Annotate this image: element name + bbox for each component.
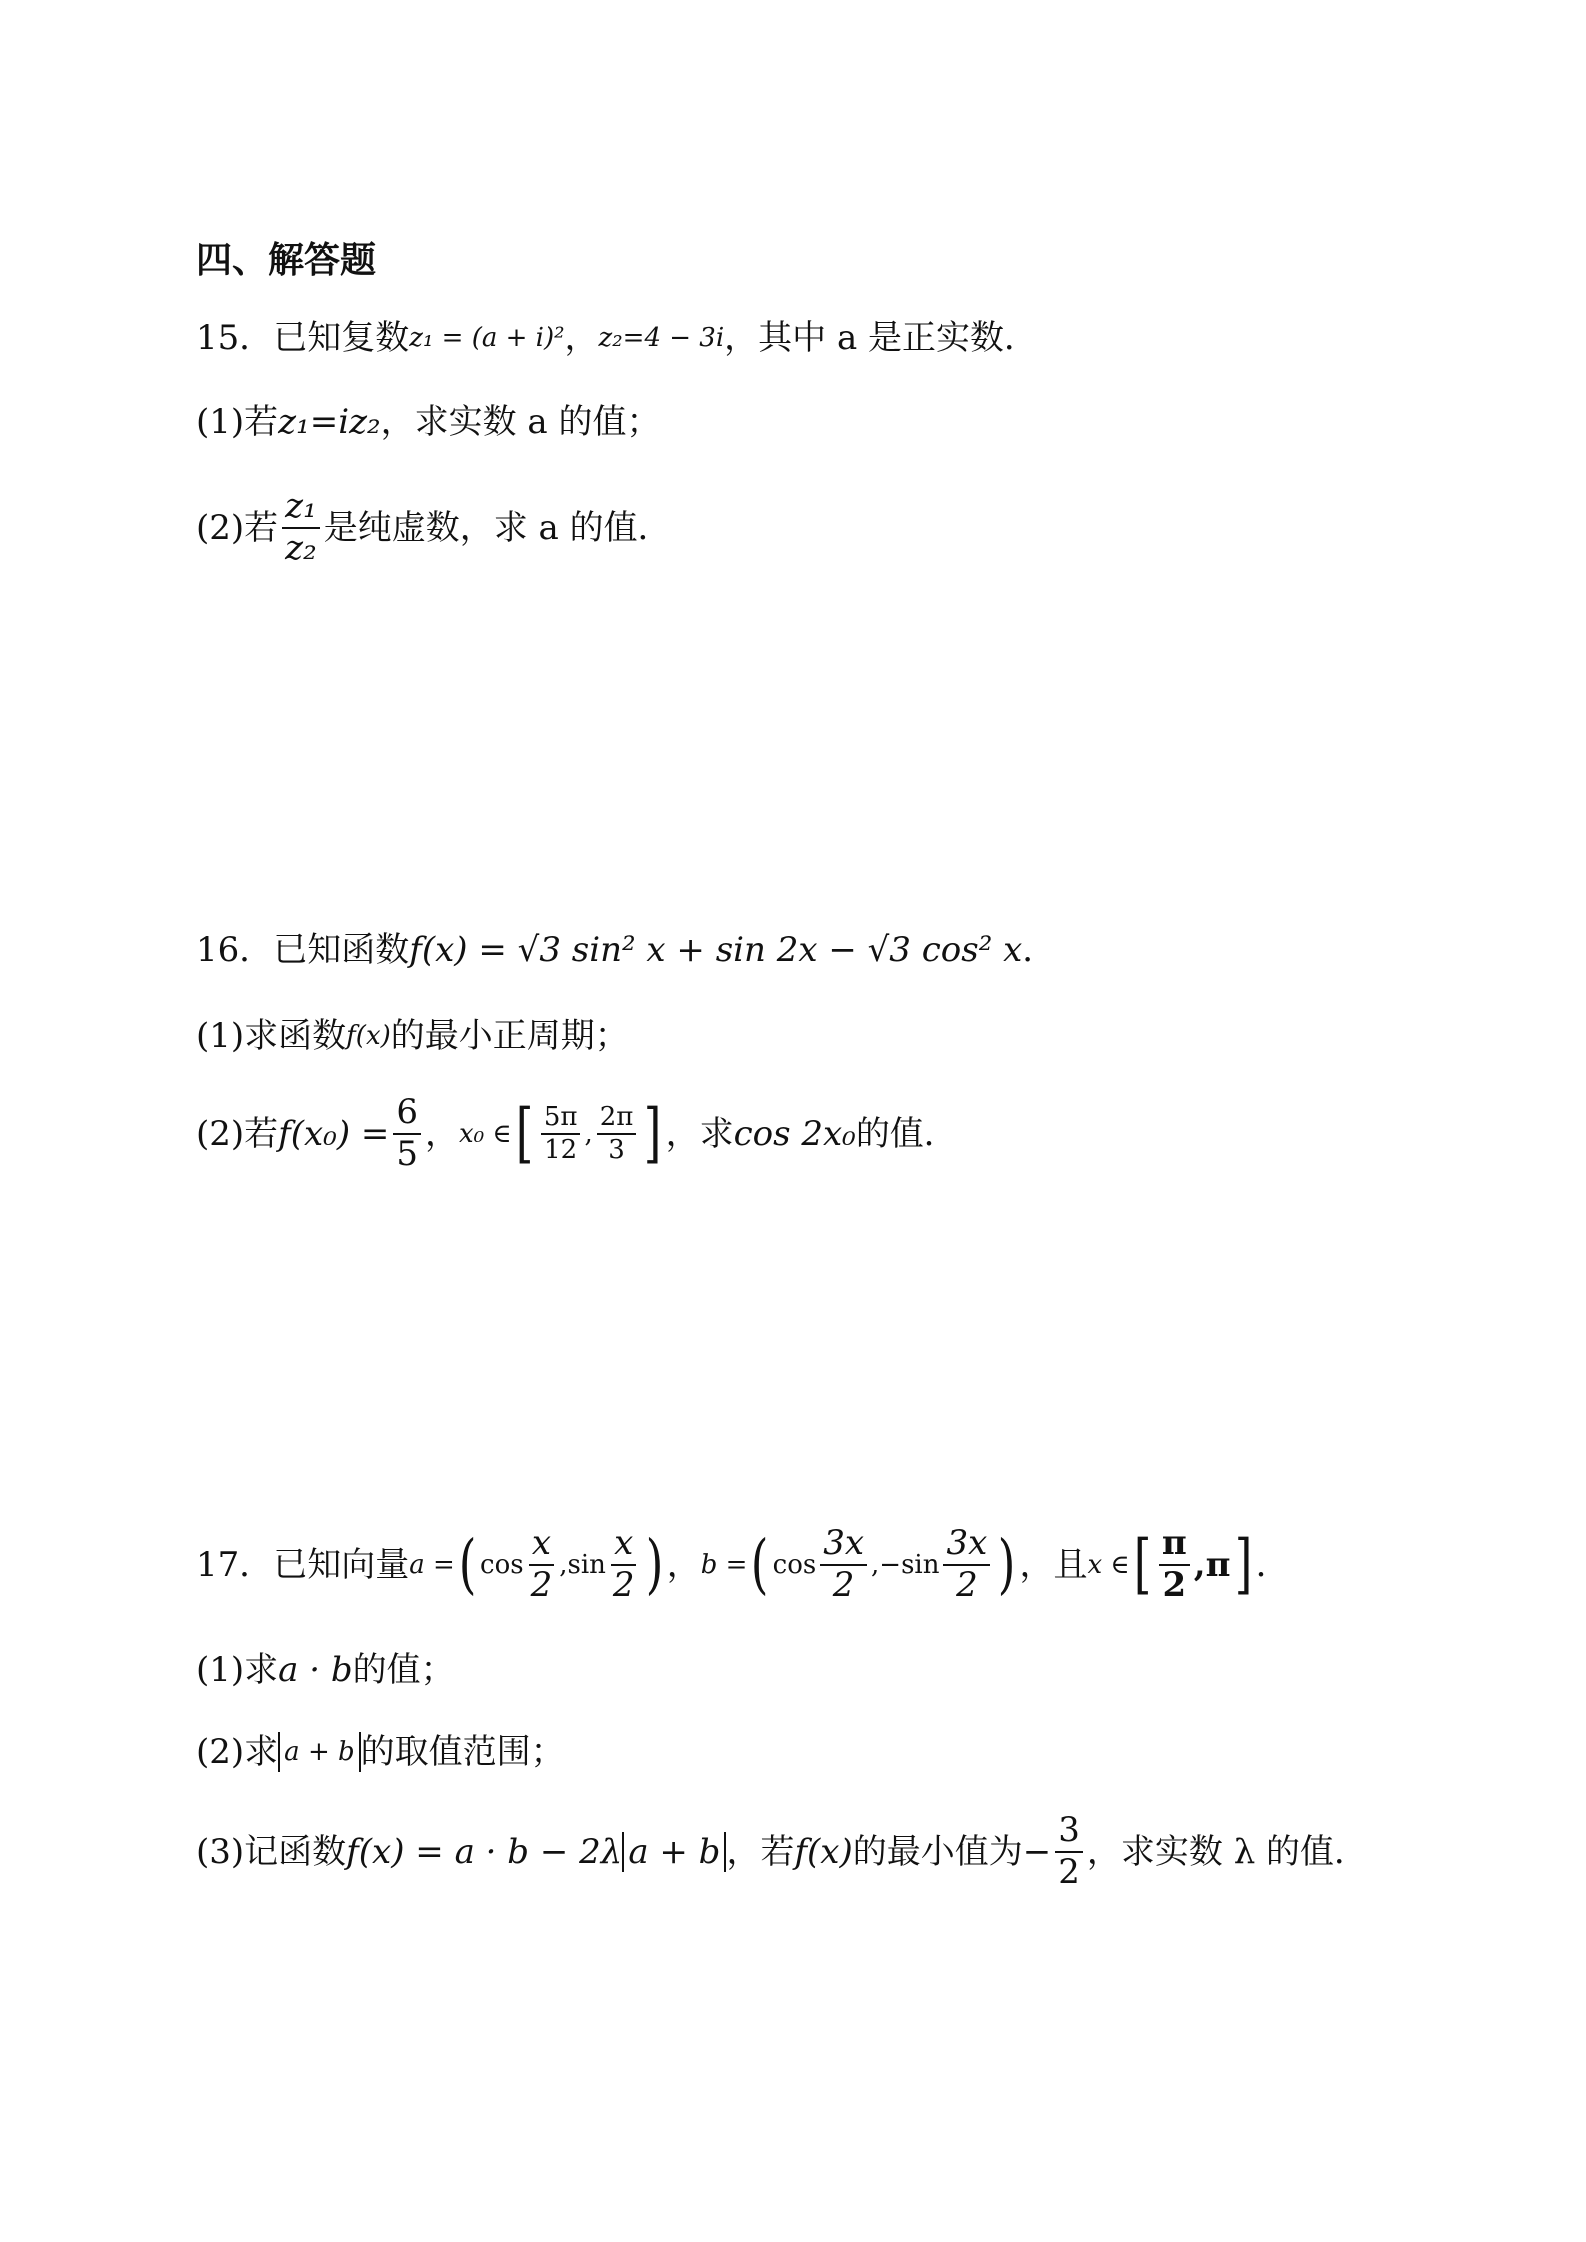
left-paren-icon: ( (458, 1527, 477, 1603)
q16-p2-label: (2)若 (196, 1114, 279, 1154)
q17-p3-mid: ，若 (726, 1832, 795, 1872)
q17-p3-mid2: 的最小值为 (852, 1832, 1023, 1872)
q16-p2-denominator: 5 (396, 1134, 419, 1174)
q17-p3-den: 2 (1058, 1852, 1080, 1892)
q17-p3-num: 3 (1055, 1813, 1083, 1853)
q15-number: 15． (196, 318, 274, 358)
q17-a-frac2 (610, 1523, 638, 1605)
q15-p1-tail: ，求实数 a 的值； (380, 402, 661, 442)
q17-a-frac1-num: x (529, 1526, 554, 1566)
right-bracket-icon: ] (1234, 1527, 1252, 1603)
q16-p2-b-numerator: 2π (597, 1104, 637, 1135)
q16-stem (196, 930, 1056, 970)
q15-p2-tail: 是纯虚数，求 a 的值． (323, 508, 672, 548)
q17-sep: ， (666, 1545, 701, 1585)
q17-number: 17． (196, 1545, 274, 1585)
q16-p2-value-fraction (393, 1092, 421, 1174)
q16-p2-tail-expr: cos 2x₀ (733, 1114, 856, 1154)
q17-p3-expr-b: a + b (622, 1832, 726, 1872)
q16-p2-lhs: f(x₀) = (278, 1114, 390, 1154)
q17-p2-tail: 的取值范围； (360, 1732, 565, 1772)
q17-p1-label: (1)求 (196, 1650, 279, 1690)
q17-p3-tail: ，求实数 λ 的值． (1086, 1832, 1369, 1872)
q17-b-sin: ,−sin (871, 1550, 940, 1580)
left-bracket-icon: [ (515, 1096, 534, 1172)
q17-cond-frac (1159, 1523, 1190, 1605)
q17-p2-label: (2)求 (196, 1732, 279, 1772)
q17-b-cos: cos (772, 1550, 817, 1580)
q15-part2 (196, 478, 672, 578)
section-title: 四、解答题 (196, 240, 377, 281)
q16-p2-a-numerator: 5π (541, 1104, 581, 1135)
q16-intro: 已知函数 (273, 930, 410, 970)
q17-p2-expr: a + b (278, 1732, 360, 1772)
q17-p1-tail: 的值； (352, 1650, 455, 1690)
q16-end: ． (1022, 930, 1057, 970)
q16-p2-sep: ， (425, 1114, 460, 1154)
q17-b-lhs: b = (700, 1550, 748, 1580)
q15-p2-denominator: z₂ (285, 528, 317, 568)
left-paren-icon: ( (751, 1527, 769, 1603)
q16-number: 16． (196, 930, 274, 970)
q17-p3-expr-a: f(x) = a · b − 2λ (346, 1832, 623, 1872)
left-bracket-icon: [ (1133, 1527, 1152, 1603)
q16-function-expr: f(x) = √3 sin² x + sin 2x − √3 cos² x (409, 930, 1023, 970)
q16-p2-numerator: 6 (393, 1095, 421, 1135)
q17-cond-set: x ∈ (1087, 1550, 1130, 1580)
q17-b-frac2 (943, 1523, 990, 1605)
comma-icon: , (584, 1119, 593, 1149)
q17-a-frac1-den: 2 (530, 1565, 553, 1605)
q17-p1-expr: a · b (278, 1650, 353, 1690)
q15-sep: ， (564, 318, 599, 358)
q15-p2-label: (2)若 (196, 508, 279, 548)
q17-p3-label: (3)记函数 (196, 1832, 347, 1872)
q16-part1 (196, 1016, 629, 1056)
q16-p2-a-denominator: 12 (544, 1135, 578, 1165)
q15-stem (196, 318, 1038, 358)
q16-p1-label: (1)求函数 (196, 1016, 347, 1056)
q15-p2-fraction (282, 486, 320, 568)
q16-part2 (196, 1084, 958, 1184)
right-paren-icon: ) (998, 1527, 1016, 1603)
q17-end: ． (1255, 1545, 1290, 1585)
q17-a-frac1 (528, 1523, 556, 1605)
q16-p1-expr: f(x) (346, 1021, 391, 1051)
q17-a-frac2-den: 2 (612, 1565, 635, 1605)
q16-p2-interval-start (541, 1101, 581, 1165)
q15-z1-expr: z₁ = (a + i)² (409, 323, 565, 353)
q16-p2-interval-end (597, 1101, 637, 1165)
q16-p2-tail-a: ，求 (665, 1114, 734, 1154)
q16-p2-tail-b: 的值． (855, 1114, 958, 1154)
right-paren-icon: ) (645, 1527, 663, 1603)
q15-part1 (196, 402, 661, 442)
q17-p3-minus: − (1022, 1832, 1052, 1872)
q15-p1-label: (1)若 (196, 402, 279, 442)
q17-cond-num: π (1159, 1526, 1190, 1566)
q17-b-frac2-num: 3x (943, 1526, 990, 1566)
q16-p2-set: x₀ ∈ (459, 1119, 512, 1149)
q17-a-frac2-num: x (611, 1526, 636, 1566)
q17-b-frac1 (820, 1523, 867, 1605)
q15-z2-expr: z₂=4 − 3i (598, 323, 725, 353)
q17-b-frac2-den: 2 (956, 1565, 978, 1605)
q17-part3 (196, 1802, 1368, 1902)
q17-intro: 已知向量 (273, 1545, 410, 1585)
q17-cond-end: ,π (1193, 1545, 1231, 1585)
right-bracket-icon: ] (644, 1096, 662, 1172)
q17-a-cos: cos (480, 1550, 524, 1580)
q15-p1-expr: z₁=iz₂ (278, 402, 381, 442)
q17-stem (196, 1510, 1290, 1620)
q15-tail: ，其中 a 是正实数． (724, 318, 1039, 358)
q16-p2-b-denominator: 3 (608, 1135, 625, 1165)
q17-b-frac1-num: 3x (820, 1526, 867, 1566)
q17-a-lhs: a = (409, 1550, 455, 1580)
q17-b-frac1-den: 2 (832, 1565, 855, 1605)
q17-a-sin: ,sin (559, 1550, 606, 1580)
q17-p3-frac (1055, 1810, 1083, 1892)
q17-cond-den: 2 (1162, 1565, 1187, 1605)
q16-p1-tail: 的最小正周期； (390, 1016, 629, 1056)
q17-part1 (196, 1650, 455, 1690)
q15-p2-numerator: z₁ (282, 489, 320, 529)
q17-part2 (196, 1732, 565, 1772)
q17-p3-fx: f(x) (794, 1832, 853, 1872)
q15-intro: 已知复数 (273, 318, 410, 358)
q17-cond-a: ，且 (1019, 1545, 1088, 1585)
